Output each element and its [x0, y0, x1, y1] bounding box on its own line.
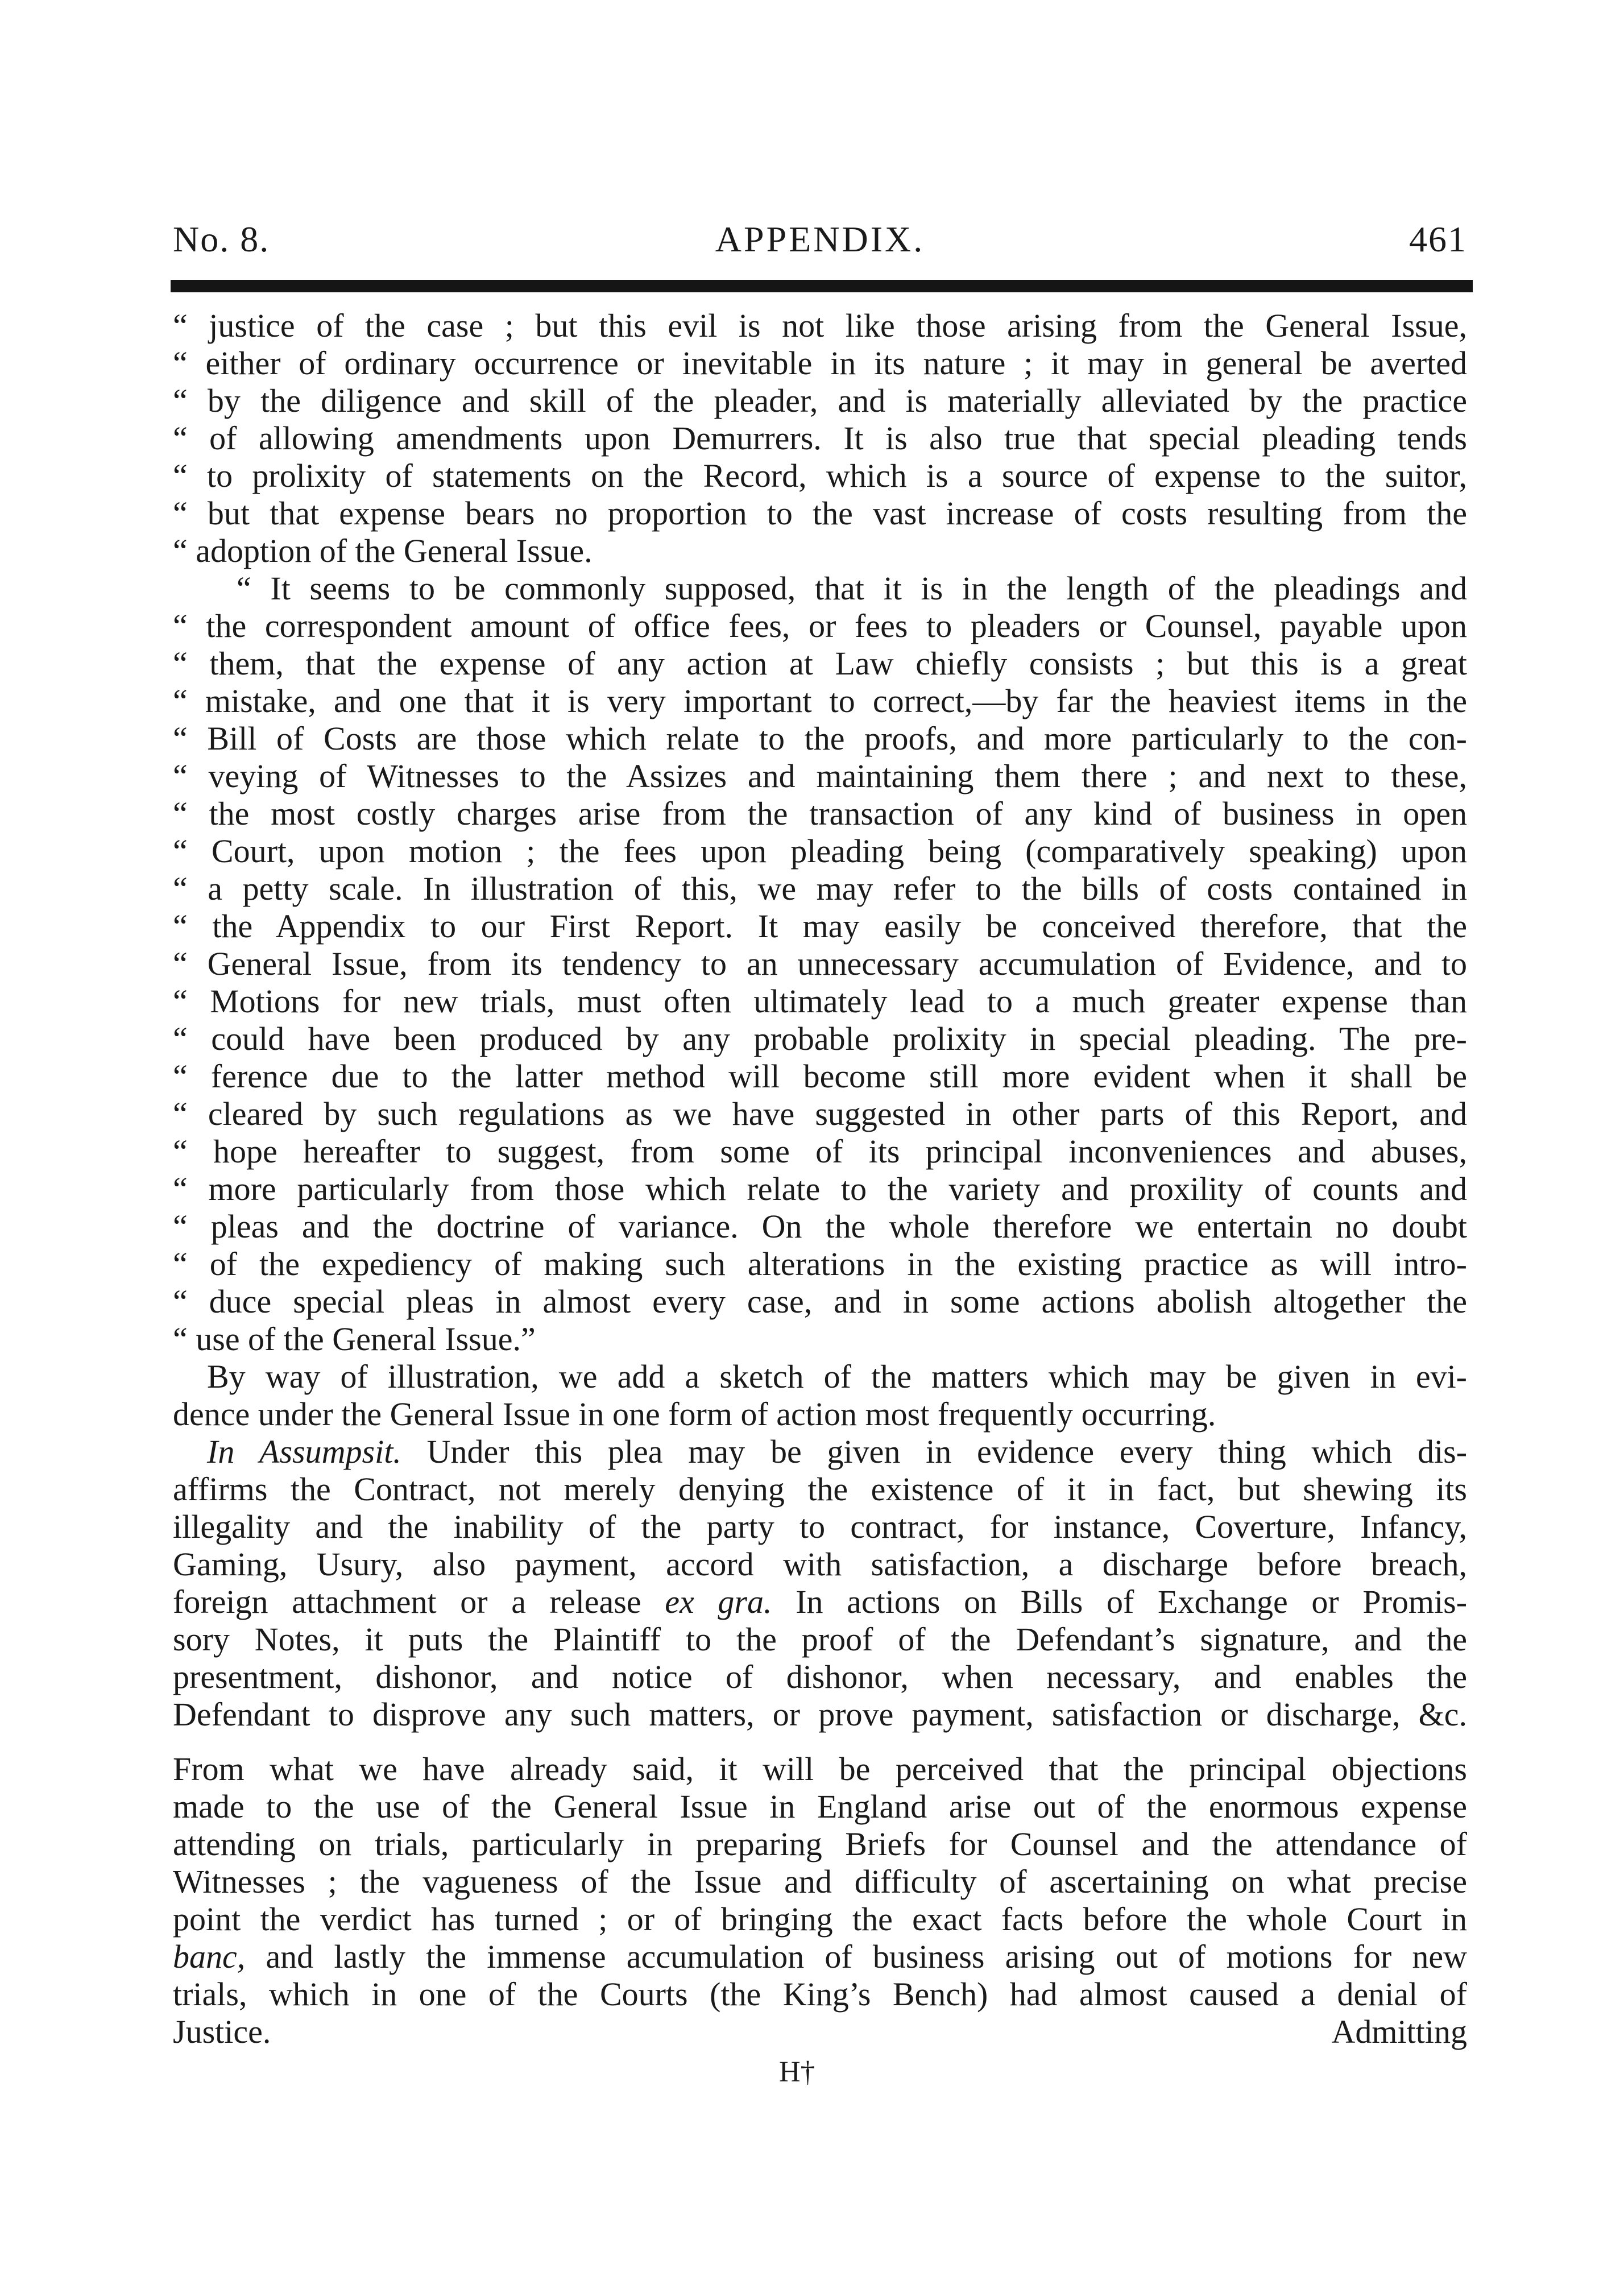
text-line: “ cleared by such regulations as we have suggested in other parts of this Report, and: [173, 1095, 1467, 1132]
text-line: “ General Issue, from its tendency to an unnecessary accumulation of Evidence, and to: [173, 945, 1467, 982]
text-line: attending on trials, particularly in preparing Briefs for Counsel and the attendance of: [173, 1826, 1467, 1862]
text-line: [173, 1583, 1467, 1621]
text-segment: and lastly the immense accumulation of business arising out of motions for new: [266, 1938, 1468, 1975]
text-line: trials, which in one of the Courts (the King’s Bench) had almost caused a denial of: [173, 1976, 1467, 2013]
text-line: “ mistake, and one that it is very important to correct,—by far the heaviest items in the: [173, 682, 1467, 719]
text-line: “ either of ordinary occurrence or inevitable in its nature ; it may in general be averted: [173, 345, 1467, 382]
text-line: “ the most costly charges arise from the transaction of any kind of business in open: [173, 795, 1467, 832]
text-line: [173, 2013, 1467, 2051]
text-line: [173, 1433, 1467, 1471]
header-rule: [171, 280, 1473, 292]
text-line: “ the Appendix to our First Report. It may easily be conceived therefore, that the: [173, 908, 1467, 945]
paragraph: [173, 1433, 1467, 1733]
header-title: APPENDIX.: [715, 219, 925, 259]
text-line: “ of the expediency of making such alterations in the existing practice as will intro-: [173, 1245, 1467, 1282]
text-line: “ them, that the expense of any action at Law chiefly consists ; but this is a great: [173, 645, 1467, 682]
assumpsit-heading: In Assumpsit.: [207, 1433, 401, 1470]
paragraph: [173, 307, 1467, 570]
text-line: presentment, dishonor, and notice of dishonor, when necessary, and enables the: [173, 1658, 1467, 1695]
text-line: “ the correspondent amount of office fees, or fees to pleaders or Counsel, payable upon: [173, 607, 1467, 644]
text-line: [173, 1938, 1467, 1976]
text-line: “ to prolixity of statements on the Record, which is a source of expense to the suitor,: [173, 457, 1467, 494]
text-line: “ duce special pleas in almost every case, and in some actions abolish altogether the: [173, 1283, 1467, 1320]
text-segment: Under this plea may be given in evidence every thing which dis-: [426, 1433, 1468, 1470]
running-header: [173, 218, 1467, 270]
paragraph: [173, 1750, 1467, 2051]
text-line: “ more particularly from those which relate to the variety and proxility of counts and: [173, 1170, 1467, 1207]
latin-term: ex gra.: [665, 1583, 772, 1620]
text-segment: In actions on Bills of Exchange or Promis-: [796, 1583, 1468, 1620]
page-number: 461: [1409, 219, 1467, 259]
text-line: “ justice of the case ; but this evil is not like those arising from the General Issue,: [173, 307, 1467, 344]
text-line: “ of allowing amendments upon Demurrers. It is also true that special pleading tends: [173, 420, 1467, 457]
text-line: “ a petty scale. In illustration of this, we may refer to the bills of costs contained in: [173, 870, 1467, 907]
text-line: “ Bill of Costs are those which relate to the proofs, and more particularly to the con-: [173, 720, 1467, 757]
signature-mark: H†: [779, 2056, 815, 2088]
text-line: “ use of the General Issue.”: [173, 1321, 536, 1357]
text-line: “ hope hereafter to suggest, from some of its principal inconveniences and abuses,: [173, 1133, 1467, 1170]
text-line: made to the use of the General Issue in England arise out of the enormous expense: [173, 1788, 1467, 1825]
text-line: “ pleas and the doctrine of variance. On the whole therefore we entertain no doubt: [173, 1208, 1467, 1245]
text-line: Witnesses ; the vagueness of the Issue and difficulty of ascertaining on what precise: [173, 1863, 1467, 1900]
text-line: By way of illustration, we add a sketch of the matters which may be given in evi-: [207, 1358, 1467, 1395]
paragraph: [173, 570, 1467, 1358]
text-line: illegality and the inability of the party to contract, for instance, Coverture, Infancy,: [173, 1508, 1467, 1545]
catchword: Admitting: [1331, 2013, 1467, 2050]
appendix-number: No. 8.: [173, 219, 270, 259]
paragraph: [173, 1358, 1467, 1433]
text-line: “ but that expense bears no proportion to the vast increase of costs resulting from the: [173, 495, 1467, 532]
text-line: “ It seems to be commonly supposed, that it is in the length of the pleadings and: [237, 570, 1467, 607]
text-line: “ Court, upon motion ; the fees upon pleading being (comparatively speaking) upon: [173, 833, 1467, 870]
body-text: [173, 307, 1467, 2051]
text-segment: Justice.: [173, 2013, 271, 2050]
text-line: “ adoption of the General Issue.: [173, 532, 593, 569]
text-line: point the verdict has turned ; or of bringing the exact facts before the whole Court in: [173, 1901, 1467, 1938]
text-segment: foreign attachment or a release: [173, 1583, 641, 1620]
text-line: From what we have already said, it will be perceived that the principal objections: [173, 1750, 1467, 1787]
latin-term: banc,: [173, 1938, 246, 1975]
text-line: sory Notes, it puts the Plaintiff to the proof of the Defendant’s signature, and the: [173, 1621, 1467, 1658]
text-line: “ veying of Witnesses to the Assizes and maintaining them there ; and next to these,: [173, 758, 1467, 794]
text-line: “ Motions for new trials, must often ultimately lead to a much greater expense than: [173, 983, 1467, 1020]
text-line: Defendant to disprove any such matters, or prove payment, satisfaction or discharge, &c.: [173, 1696, 1467, 1733]
text-line: “ by the diligence and skill of the pleader, and is materially alleviated by the practice: [173, 382, 1467, 419]
text-line: Gaming, Usury, also payment, accord with satisfaction, a discharge before breach,: [173, 1546, 1467, 1583]
text-line: dence under the General Issue in one form of action most frequently occurring.: [173, 1396, 1216, 1433]
text-line: “ could have been produced by any probable prolixity in special pleading. The pre-: [173, 1020, 1467, 1057]
text-line: affirms the Contract, not merely denying the existence of it in fact, but shewing its: [173, 1471, 1467, 1508]
text-line: “ ference due to the latter method will become still more evident when it shall be: [173, 1058, 1467, 1095]
